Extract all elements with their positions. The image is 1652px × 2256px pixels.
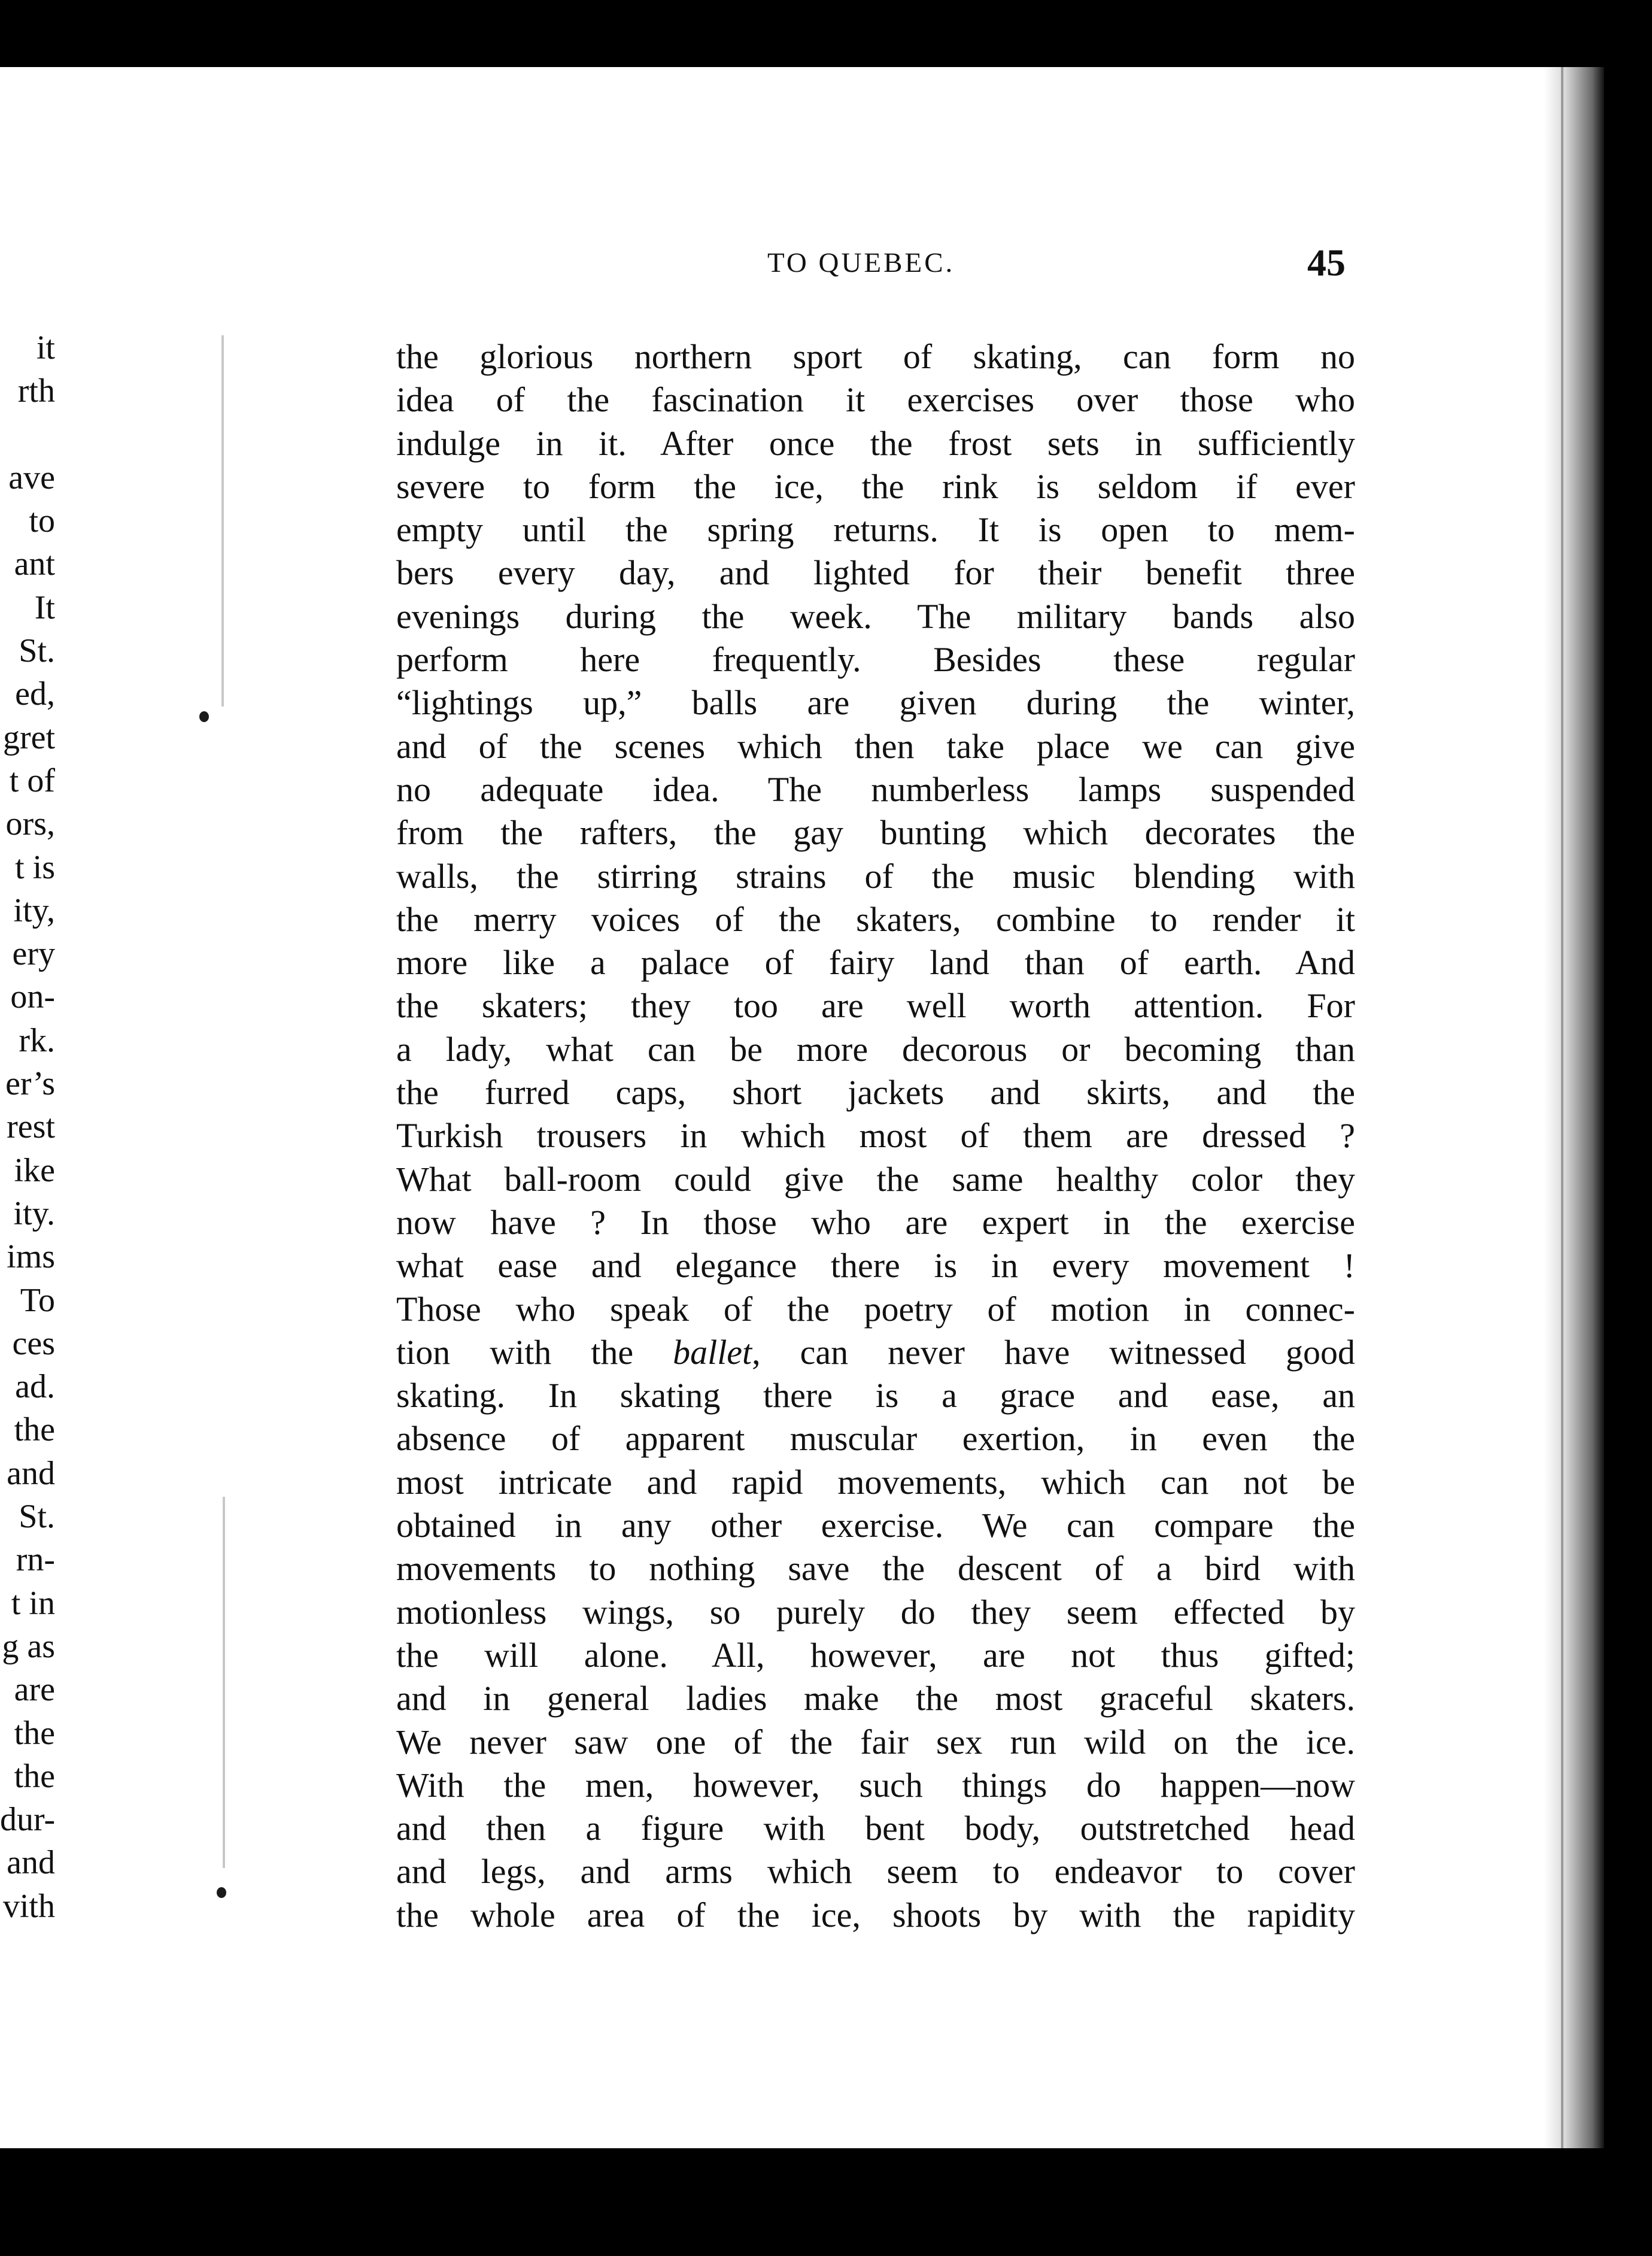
text-line	[396, 1591, 1355, 1634]
ink-speck	[217, 1887, 226, 1898]
text-line	[396, 335, 1355, 378]
text-segment: empty until the spring returns. It is open to mem-	[396, 510, 1355, 550]
text-line	[396, 1634, 1355, 1677]
text-segment: motionless wings, so purely do they seem effected by	[396, 1592, 1355, 1632]
text-segment: more like a palace of fairy land than of earth. And	[396, 943, 1355, 983]
facing-page-line: the	[14, 1757, 55, 1795]
facing-page-line: ike	[14, 1151, 55, 1189]
text-segment: With the men, however, such things do happen—now	[396, 1765, 1355, 1805]
text-line	[396, 768, 1355, 811]
facing-page-line	[0, 413, 55, 456]
facing-page-line: and	[7, 1844, 55, 1882]
text-segment: What ball-room could give the same healthy color they	[396, 1159, 1355, 1199]
text-line	[396, 1244, 1355, 1287]
facing-page-line: St.	[19, 1498, 55, 1536]
text-segment: tion with the	[396, 1332, 673, 1372]
text-line	[396, 1677, 1355, 1720]
facing-page-line: gret	[2, 718, 55, 756]
page-edge	[1561, 67, 1563, 2148]
text-segment: and legs, and arms which seem to endeavor to cover	[396, 1852, 1355, 1891]
text-line	[396, 422, 1355, 465]
text-segment: bers every day, and lighted for their benefit three	[396, 553, 1355, 593]
facing-page-line: rk.	[19, 1021, 55, 1059]
facing-page-line: rth	[17, 372, 55, 410]
text-line	[396, 508, 1355, 551]
facing-page-line: are	[14, 1671, 55, 1709]
scan-border-top	[0, 0, 1652, 67]
text-segment: absence of apparent muscular exertion, in even the	[396, 1419, 1355, 1458]
facing-page-line: ors,	[5, 805, 55, 843]
text-segment: the merry voices of the skaters, combine to render it	[396, 899, 1355, 939]
text-line	[396, 1764, 1355, 1807]
text-segment: most intricate and rapid movements, which can not be	[396, 1462, 1355, 1502]
facing-page-line: ed,	[15, 675, 55, 713]
facing-page-line: St.	[19, 632, 55, 670]
text-line	[396, 465, 1355, 508]
text-segment: from the rafters, the gay bunting which decorates the	[396, 813, 1355, 853]
facing-page-line: it	[36, 329, 55, 366]
facing-page-line: ave	[8, 459, 55, 496]
text-segment: skating. In skating there is a grace and ease, an	[396, 1376, 1355, 1415]
text-line	[396, 1504, 1355, 1547]
facing-page-line: to	[29, 502, 55, 540]
text-segment: severe to form the ice, the rink is seldom if ever	[396, 466, 1355, 506]
text-line	[396, 551, 1355, 595]
text-segment: a lady, what can be more decorous or becoming than	[396, 1029, 1355, 1069]
facing-page-line: ims	[7, 1238, 55, 1276]
text-segment: evenings during the week. The military bands also	[396, 596, 1355, 636]
text-segment: We never saw one of the fair sex run wild on the ice.	[396, 1722, 1355, 1761]
text-line	[396, 1807, 1355, 1850]
text-segment: and of the scenes which then take place we can give	[396, 726, 1355, 766]
binding-mark	[223, 1497, 225, 1868]
text-line	[396, 1417, 1355, 1460]
facing-page-line: ces	[12, 1324, 55, 1362]
running-head: TO QUEBEC.	[767, 247, 955, 278]
facing-page-fragment	[0, 326, 55, 1928]
text-segment: the will alone. All, however, are not thus gifted;	[396, 1635, 1355, 1675]
text-segment: the skaters; they too are well worth attention. For	[396, 986, 1355, 1026]
text-line	[396, 1114, 1355, 1157]
italic-text: ballet	[673, 1332, 752, 1372]
text-line	[396, 811, 1355, 854]
text-line	[396, 1374, 1355, 1417]
text-line	[396, 681, 1355, 724]
text-line	[396, 984, 1355, 1027]
facing-page-line: t of	[9, 762, 55, 799]
text-line	[396, 1158, 1355, 1201]
text-segment: the furred caps, short jackets and skirts, and the	[396, 1073, 1355, 1112]
text-segment: obtained in any other exercise. We can compare the	[396, 1506, 1355, 1545]
facing-page-line: rn-	[16, 1541, 55, 1579]
scan-border-bottom	[0, 2148, 1652, 2256]
text-line	[396, 855, 1355, 898]
facing-page-line: on-	[10, 978, 55, 1016]
text-segment: what ease and elegance there is in every movement !	[396, 1246, 1355, 1285]
text-line	[396, 1201, 1355, 1244]
facing-page-line: It	[34, 589, 55, 626]
page-number: 45	[1307, 241, 1346, 284]
text-segment: and then a figure with bent body, outstretched head	[396, 1809, 1355, 1848]
facing-page-line: dur-	[0, 1801, 55, 1839]
text-segment: the glorious northern sport of skating, can form no	[396, 337, 1355, 376]
text-segment: walls, the stirring strains of the music blending with	[396, 856, 1355, 896]
facing-page-line: ant	[14, 545, 55, 583]
text-line	[396, 941, 1355, 984]
facing-page-line: the	[14, 1411, 55, 1449]
text-line	[396, 1850, 1355, 1893]
facing-page-line: ity,	[13, 892, 55, 929]
text-segment: idea of the fascination it exercises over those who	[396, 380, 1355, 420]
text-line	[396, 1721, 1355, 1764]
text-segment: Those who speak of the poetry of motion in connec-	[396, 1289, 1355, 1329]
facing-page-line: vith	[2, 1887, 55, 1925]
facing-page-line: rest	[7, 1108, 55, 1146]
text-segment: , can never have witnessed good	[752, 1332, 1355, 1372]
binding-mark	[221, 335, 224, 706]
body-text	[396, 335, 1355, 1937]
text-segment: no adequate idea. The numberless lamps suspended	[396, 769, 1355, 809]
ink-speck	[199, 711, 209, 722]
text-segment: indulge in it. After once the frost sets in sufficiently	[396, 423, 1355, 463]
text-line	[396, 1547, 1355, 1590]
facing-page-line: ity.	[13, 1194, 55, 1232]
facing-page-line: ad.	[15, 1368, 55, 1406]
facing-page-line: t in	[11, 1584, 55, 1622]
facing-page-line: er’s	[5, 1065, 55, 1103]
text-line	[396, 1894, 1355, 1937]
text-line	[396, 378, 1355, 422]
text-segment: now have ? In those who are expert in the exercise	[396, 1202, 1355, 1242]
facing-page-line: t is	[15, 848, 55, 886]
text-segment: perform here frequently. Besides these regular	[396, 640, 1355, 680]
scan-border-right	[1604, 0, 1652, 2256]
facing-page-line: ery	[12, 935, 55, 973]
text-line	[396, 595, 1355, 638]
text-line	[396, 725, 1355, 768]
text-segment: the whole area of the ice, shoots by with the rapidity	[396, 1895, 1355, 1934]
facing-page-line: g as	[2, 1627, 55, 1665]
text-line	[396, 638, 1355, 681]
text-segment: “lightings up,” balls are given during the winter,	[396, 683, 1355, 723]
text-line	[396, 1071, 1355, 1114]
text-line	[396, 1028, 1355, 1071]
facing-page-line: To	[20, 1281, 55, 1319]
facing-page-line: and	[7, 1454, 55, 1492]
text-line	[396, 1331, 1355, 1374]
facing-page-line: the	[14, 1714, 55, 1752]
page-gutter-shadow	[1544, 67, 1604, 2148]
text-segment: movements to nothing save the descent of a bird with	[396, 1549, 1355, 1588]
text-segment: and in general ladies make the most graceful skaters.	[396, 1679, 1355, 1718]
text-line	[396, 898, 1355, 941]
text-line	[396, 1461, 1355, 1504]
text-segment: Turkish trousers in which most of them are dressed ?	[396, 1116, 1355, 1156]
text-line	[396, 1288, 1355, 1331]
